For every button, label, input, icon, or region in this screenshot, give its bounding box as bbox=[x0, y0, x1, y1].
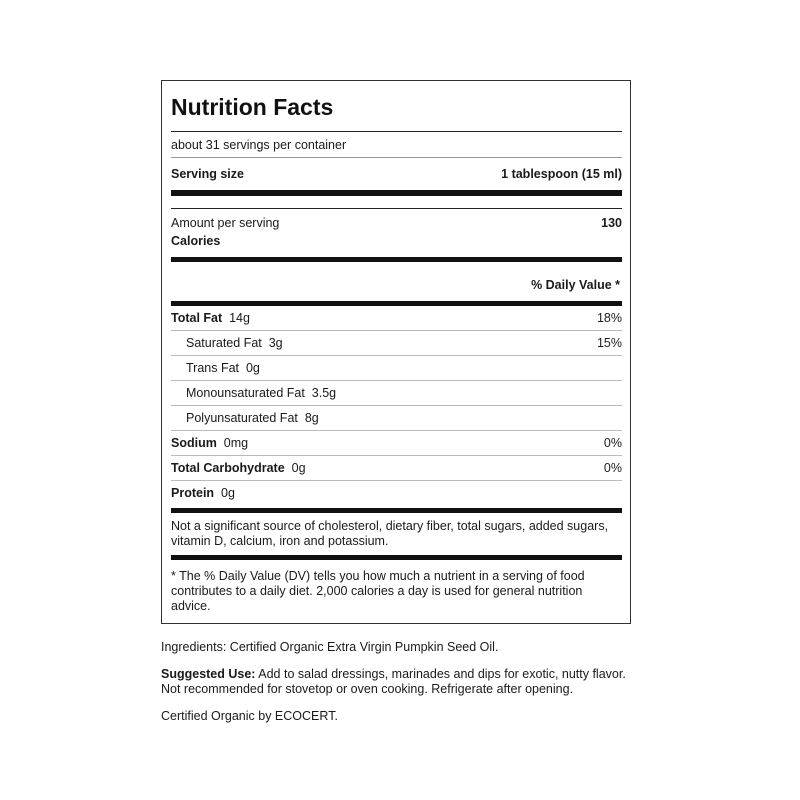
nutrition-facts-label bbox=[161, 80, 631, 624]
daily-value-header: % Daily Value * bbox=[531, 277, 620, 292]
nutrient-row-total-fat bbox=[171, 306, 622, 331]
nutrient-dv: 15% bbox=[596, 336, 622, 350]
serving-size-row bbox=[171, 158, 622, 190]
calories-label: Calories bbox=[171, 234, 221, 248]
calories-block bbox=[171, 209, 622, 257]
nutrient-row-monounsaturated-fat bbox=[171, 381, 622, 406]
nutrient-dv: 0% bbox=[603, 436, 622, 450]
nutrient-name: Total Carbohydrate 0g bbox=[171, 461, 306, 475]
nutrient-name: Polyunsaturated Fat 8g bbox=[186, 411, 319, 425]
serving-size-label: Serving size bbox=[171, 167, 244, 181]
amount-per-serving: Amount per serving bbox=[171, 216, 280, 230]
divider-thick bbox=[171, 190, 622, 196]
nutrient-dv: 0% bbox=[603, 461, 622, 475]
serving-size-value: 1 tablespoon (15 ml) bbox=[501, 167, 622, 181]
divider-thick bbox=[171, 257, 622, 262]
label-title: Nutrition Facts bbox=[171, 94, 334, 120]
certification-text: Certified Organic by ECOCERT. bbox=[161, 709, 338, 723]
nutrient-row-total-carbohydrate bbox=[171, 456, 622, 481]
nutrient-row-polyunsaturated-fat bbox=[171, 406, 622, 431]
calories-value: 130 bbox=[601, 216, 622, 230]
not-significant-note: Not a significant source of cholesterol, dietary fiber, total sugars, added sugars, vitamin D, calcium, iron and potassium. bbox=[171, 519, 609, 548]
nutrient-row-sodium bbox=[171, 431, 622, 456]
nutrient-name: Sodium 0mg bbox=[171, 436, 249, 450]
ingredients-text: Ingredients: Certified Organic Extra Virgin Pumpkin Seed Oil. bbox=[161, 640, 499, 654]
suggested-use-body: Add to salad dressings, marinades and dips for exotic, nutty flavor. Not recommended for stovetop or oven cooking. Refrigerate after opening. bbox=[161, 667, 626, 696]
nutrient-row-protein bbox=[171, 481, 622, 505]
nutrient-name: Total Fat 14g bbox=[171, 311, 250, 325]
nutrient-row-saturated-fat bbox=[171, 331, 622, 356]
suggested-use-text bbox=[161, 667, 641, 697]
servings-per-container: about 31 servings per container bbox=[171, 138, 347, 152]
suggested-use-label: Suggested Use: bbox=[161, 667, 256, 681]
nutrient-dv: 18% bbox=[596, 311, 622, 325]
daily-value-header-row bbox=[171, 268, 622, 301]
nutrient-name: Saturated Fat 3g bbox=[186, 336, 283, 350]
nutrient-name: Trans Fat 0g bbox=[186, 361, 260, 375]
nutrient-row-trans-fat bbox=[171, 356, 622, 381]
nutrient-name: Monounsaturated Fat 3.5g bbox=[186, 386, 337, 400]
daily-value-footnote: * The % Daily Value (DV) tells you how much a nutrient in a serving of food contributes to a daily diet. 2,000 calories a day is used for general nutrition advice. bbox=[171, 569, 585, 613]
nutrient-name: Protein 0g bbox=[171, 486, 235, 500]
